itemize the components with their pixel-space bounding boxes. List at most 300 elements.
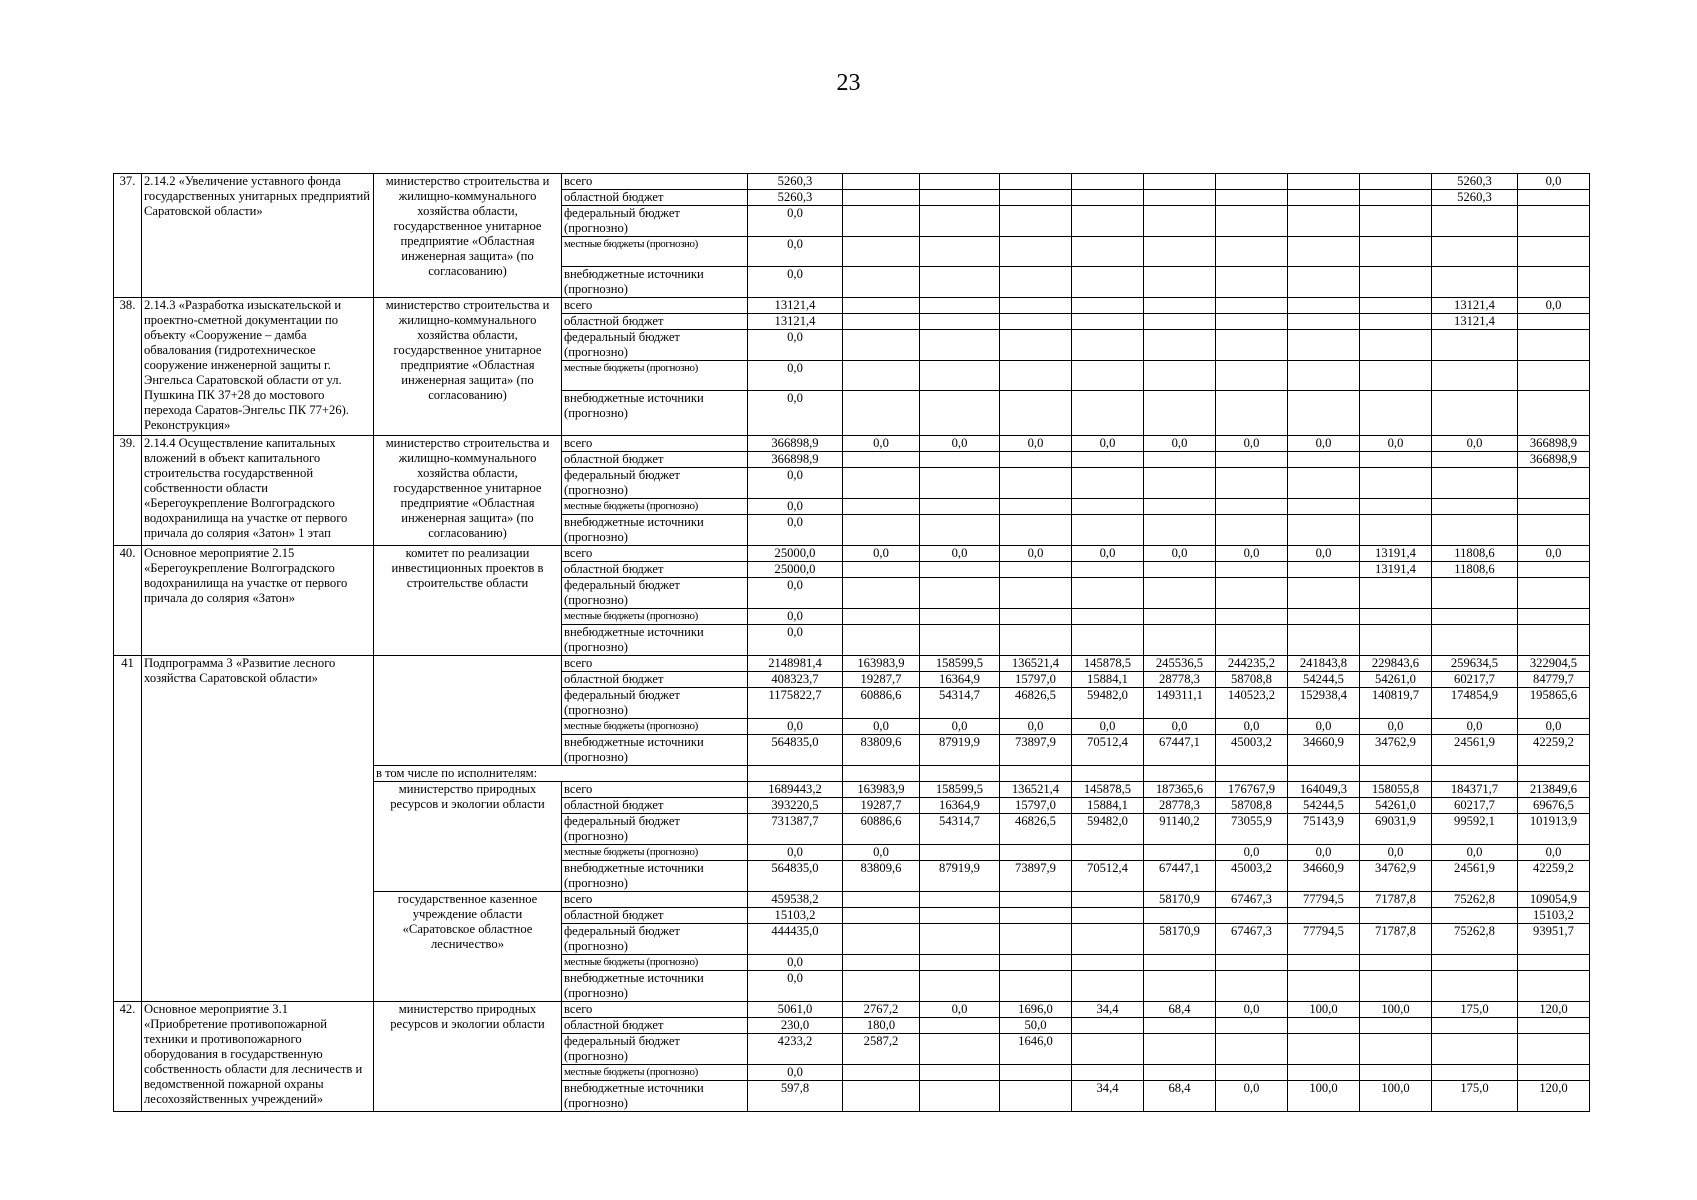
value-cell: 100,0 <box>1288 1002 1360 1018</box>
value-cell: 58708,8 <box>1216 672 1288 688</box>
value-cell <box>843 766 920 782</box>
value-cell: 0,0 <box>843 719 920 735</box>
value-cell: 71787,8 <box>1360 892 1432 908</box>
value-cell <box>1000 314 1072 330</box>
value-cell <box>1518 515 1590 546</box>
value-cell: 0,0 <box>1360 845 1432 861</box>
value-cell <box>1360 452 1432 468</box>
value-cell <box>920 908 1000 924</box>
value-cell <box>920 499 1000 515</box>
value-cell <box>1518 609 1590 625</box>
value-cell <box>1144 609 1216 625</box>
value-cell: 0,0 <box>1072 546 1144 562</box>
value-cell <box>920 314 1000 330</box>
value-cell <box>1360 955 1432 971</box>
value-cell <box>1360 190 1432 206</box>
source-label: внебюджетные источники (прогнозно) <box>562 625 748 656</box>
value-cell: 366898,9 <box>748 452 843 468</box>
source-label: местные бюджеты (прогнозно) <box>562 499 748 515</box>
value-cell <box>1072 625 1144 656</box>
value-cell <box>1432 625 1518 656</box>
source-label: областной бюджет <box>562 190 748 206</box>
value-cell <box>843 206 920 237</box>
value-cell <box>1216 206 1288 237</box>
value-cell <box>843 391 920 436</box>
value-cell: 0,0 <box>1432 719 1518 735</box>
value-cell <box>1288 1065 1360 1081</box>
value-cell <box>1216 1034 1288 1065</box>
source-label: федеральный бюджет (прогнозно) <box>562 1034 748 1065</box>
value-cell: 70512,4 <box>1072 735 1144 766</box>
value-cell: 100,0 <box>1360 1002 1432 1018</box>
table-row <box>114 298 1662 314</box>
value-cell <box>920 1081 1000 1112</box>
value-cell: 0,0 <box>748 361 843 391</box>
value-cell <box>1288 267 1360 298</box>
value-cell <box>843 298 920 314</box>
value-cell <box>920 766 1000 782</box>
value-cell: 34660,9 <box>1288 861 1360 892</box>
value-cell <box>1144 174 1216 190</box>
table-row <box>114 436 1662 452</box>
value-cell: 5260,3 <box>1432 174 1518 190</box>
value-cell <box>1288 452 1360 468</box>
value-cell <box>1360 1034 1432 1065</box>
value-cell <box>1518 562 1590 578</box>
value-cell <box>920 971 1000 1002</box>
value-cell <box>1144 314 1216 330</box>
value-cell: 0,0 <box>920 1002 1000 1018</box>
source-label: внебюджетные источники (прогнозно) <box>562 861 748 892</box>
value-cell <box>843 625 920 656</box>
source-label: внебюджетные источники (прогнозно) <box>562 267 748 298</box>
value-cell <box>1000 391 1072 436</box>
value-cell <box>1000 1065 1072 1081</box>
value-cell: 145878,5 <box>1072 656 1144 672</box>
value-cell: 73897,9 <box>1000 861 1072 892</box>
value-cell <box>1216 499 1288 515</box>
value-cell: 99592,1 <box>1432 814 1518 845</box>
value-cell <box>843 924 920 955</box>
value-cell <box>1288 298 1360 314</box>
value-cell <box>920 190 1000 206</box>
value-cell <box>1216 298 1288 314</box>
value-cell <box>1432 609 1518 625</box>
value-cell: 15884,1 <box>1072 672 1144 688</box>
value-cell <box>1518 499 1590 515</box>
value-cell: 109054,9 <box>1518 892 1590 908</box>
value-cell <box>1000 499 1072 515</box>
value-cell <box>1072 452 1144 468</box>
value-cell <box>843 578 920 609</box>
value-cell <box>1000 1081 1072 1112</box>
value-cell: 15103,2 <box>748 908 843 924</box>
value-cell: 230,0 <box>748 1018 843 1034</box>
value-cell <box>1360 971 1432 1002</box>
value-cell: 136521,4 <box>1000 656 1072 672</box>
value-cell <box>1360 1065 1432 1081</box>
value-cell <box>1360 174 1432 190</box>
value-cell: 163983,9 <box>843 656 920 672</box>
value-cell: 77794,5 <box>1288 924 1360 955</box>
value-cell <box>1216 267 1288 298</box>
value-cell: 158055,8 <box>1360 782 1432 798</box>
source-label: всего <box>562 1002 748 1018</box>
value-cell <box>1216 190 1288 206</box>
value-cell <box>1518 237 1590 267</box>
value-cell <box>1072 1065 1144 1081</box>
value-cell <box>920 391 1000 436</box>
budget-table <box>113 173 1662 1112</box>
value-cell: 73055,9 <box>1216 814 1288 845</box>
value-cell: 180,0 <box>843 1018 920 1034</box>
source-label: всего <box>562 892 748 908</box>
value-cell <box>1518 314 1590 330</box>
value-cell <box>1360 237 1432 267</box>
executor: министерство строительства и жилищно-коммунального хозяйства области, государственное унитарное предприятие «Областная инженерная защита» (по согласованию) <box>374 436 562 546</box>
value-cell: 0,0 <box>1518 298 1590 314</box>
value-cell <box>1518 766 1590 782</box>
value-cell <box>1216 1018 1288 1034</box>
value-cell <box>843 314 920 330</box>
value-cell <box>1072 1018 1144 1034</box>
value-cell <box>1144 206 1216 237</box>
value-cell: 46826,5 <box>1000 688 1072 719</box>
value-cell <box>1000 766 1072 782</box>
value-cell <box>1072 237 1144 267</box>
value-cell <box>1000 515 1072 546</box>
value-cell <box>1288 1018 1360 1034</box>
value-cell <box>1072 206 1144 237</box>
value-cell: 13121,4 <box>748 314 843 330</box>
value-cell <box>920 174 1000 190</box>
executor: министерство строительства и жилищно-коммунального хозяйства области, государственное унитарное предприятие «Областная инженерная защита» (по согласованию) <box>374 174 562 298</box>
source-label: федеральный бюджет (прогнозно) <box>562 924 748 955</box>
value-cell: 0,0 <box>1144 719 1216 735</box>
value-cell: 34762,9 <box>1360 861 1432 892</box>
value-cell <box>1000 361 1072 391</box>
value-cell: 60886,6 <box>843 688 920 719</box>
value-cell <box>843 955 920 971</box>
value-cell <box>1518 391 1590 436</box>
value-cell <box>843 468 920 499</box>
value-cell: 13121,4 <box>1432 298 1518 314</box>
value-cell <box>920 267 1000 298</box>
value-cell <box>1432 206 1518 237</box>
value-cell: 75262,8 <box>1432 892 1518 908</box>
value-cell: 28778,3 <box>1144 798 1216 814</box>
value-cell <box>1000 845 1072 861</box>
value-cell <box>1518 578 1590 609</box>
value-cell <box>1432 971 1518 1002</box>
value-cell: 45003,2 <box>1216 735 1288 766</box>
value-cell <box>843 1065 920 1081</box>
value-cell: 0,0 <box>1288 719 1360 735</box>
value-cell <box>1432 391 1518 436</box>
value-cell <box>843 267 920 298</box>
source-label: всего <box>562 656 748 672</box>
value-cell: 0,0 <box>748 719 843 735</box>
value-cell: 184371,7 <box>1432 782 1518 798</box>
value-cell: 13121,4 <box>1432 314 1518 330</box>
value-cell: 0,0 <box>843 546 920 562</box>
value-cell: 50,0 <box>1000 1018 1072 1034</box>
value-cell <box>1288 1034 1360 1065</box>
value-cell <box>1072 267 1144 298</box>
value-cell <box>1000 298 1072 314</box>
value-cell: 73897,9 <box>1000 735 1072 766</box>
value-cell <box>1216 391 1288 436</box>
value-cell <box>1360 298 1432 314</box>
value-cell <box>1288 908 1360 924</box>
value-cell: 244235,2 <box>1216 656 1288 672</box>
value-cell <box>1288 609 1360 625</box>
value-cell: 1175822,7 <box>748 688 843 719</box>
value-cell <box>1288 499 1360 515</box>
value-cell <box>1360 391 1432 436</box>
value-cell <box>843 892 920 908</box>
value-cell <box>1518 955 1590 971</box>
value-cell: 393220,5 <box>748 798 843 814</box>
value-cell: 87919,9 <box>920 735 1000 766</box>
value-cell <box>1216 361 1288 391</box>
value-cell <box>1144 845 1216 861</box>
value-cell: 0,0 <box>748 609 843 625</box>
value-cell <box>1072 908 1144 924</box>
value-cell: 0,0 <box>1216 719 1288 735</box>
value-cell <box>1144 515 1216 546</box>
value-cell <box>1360 330 1432 361</box>
value-cell: 59482,0 <box>1072 688 1144 719</box>
value-cell <box>843 237 920 267</box>
value-cell: 140523,2 <box>1216 688 1288 719</box>
value-cell: 0,0 <box>1518 845 1590 861</box>
executor: государственное казенное учреждение области «Саратовское областное лесничество» <box>374 892 562 1002</box>
source-label: местные бюджеты (прогнозно) <box>562 719 748 735</box>
value-cell <box>1000 892 1072 908</box>
value-cell: 0,0 <box>1518 719 1590 735</box>
value-cell <box>1288 625 1360 656</box>
value-cell <box>843 971 920 1002</box>
value-cell: 0,0 <box>748 578 843 609</box>
value-cell: 0,0 <box>843 845 920 861</box>
value-cell <box>1216 766 1288 782</box>
value-cell: 0,0 <box>843 436 920 452</box>
value-cell: 176767,9 <box>1216 782 1288 798</box>
value-cell <box>920 206 1000 237</box>
value-cell: 0,0 <box>1000 719 1072 735</box>
value-cell <box>1360 1018 1432 1034</box>
value-cell <box>920 1018 1000 1034</box>
value-cell: 42259,2 <box>1518 735 1590 766</box>
value-cell <box>1072 971 1144 1002</box>
value-cell: 24561,9 <box>1432 735 1518 766</box>
value-cell: 0,0 <box>748 845 843 861</box>
value-cell: 100,0 <box>1360 1081 1432 1112</box>
row-title: Основное мероприятие 3.1 «Приобретение противопожарной техники и противопожарного оборудования в государственную собственность области для лесничеств и ведомственной пожарной охраны лесохозяйственных учреждений» <box>142 1002 374 1112</box>
value-cell <box>1432 955 1518 971</box>
value-cell <box>1000 237 1072 267</box>
value-cell <box>1144 1018 1216 1034</box>
value-cell <box>1360 206 1432 237</box>
value-cell: 83809,6 <box>843 735 920 766</box>
source-label: местные бюджеты (прогнозно) <box>562 609 748 625</box>
value-cell <box>1288 206 1360 237</box>
value-cell: 0,0 <box>1072 436 1144 452</box>
value-cell: 0,0 <box>748 1065 843 1081</box>
value-cell: 24561,9 <box>1432 861 1518 892</box>
source-label: внебюджетные источники (прогнозно) <box>562 391 748 436</box>
value-cell: 15884,1 <box>1072 798 1144 814</box>
source-label: внебюджетные источники (прогнозно) <box>562 735 748 766</box>
value-cell: 0,0 <box>920 719 1000 735</box>
value-cell: 174854,9 <box>1432 688 1518 719</box>
value-cell: 67467,3 <box>1216 892 1288 908</box>
value-cell: 0,0 <box>1144 546 1216 562</box>
value-cell <box>1144 298 1216 314</box>
value-cell: 0,0 <box>748 625 843 656</box>
value-cell <box>1518 267 1590 298</box>
value-cell <box>920 468 1000 499</box>
executor: комитет по реализации инвестиционных проектов в строительстве области <box>374 546 562 656</box>
value-cell <box>1518 1065 1590 1081</box>
value-cell <box>1000 190 1072 206</box>
value-cell: 0,0 <box>748 206 843 237</box>
value-cell <box>1144 1034 1216 1065</box>
value-cell: 731387,7 <box>748 814 843 845</box>
value-cell <box>1216 515 1288 546</box>
source-label: всего <box>562 436 748 452</box>
source-label: федеральный бюджет (прогнозно) <box>562 688 748 719</box>
value-cell: 15797,0 <box>1000 672 1072 688</box>
value-cell: 25000,0 <box>748 562 843 578</box>
value-cell <box>1216 452 1288 468</box>
source-label: областной бюджет <box>562 1018 748 1034</box>
value-cell: 54261,0 <box>1360 672 1432 688</box>
value-cell <box>1288 468 1360 499</box>
value-cell <box>1288 971 1360 1002</box>
value-cell <box>1432 267 1518 298</box>
row-title: 2.14.4 Осуществление капитальных вложений в объект капитального строительства государственной собственности области «Берегоукрепление Волгоградского водохранилища на участке от первого причала до солярия «Затон» 1 этап <box>142 436 374 546</box>
value-cell <box>843 190 920 206</box>
value-cell <box>1360 515 1432 546</box>
value-cell <box>1432 1034 1518 1065</box>
value-cell <box>920 1034 1000 1065</box>
value-cell: 0,0 <box>1288 546 1360 562</box>
value-cell: 0,0 <box>748 267 843 298</box>
value-cell: 0,0 <box>1072 719 1144 735</box>
value-cell <box>1216 625 1288 656</box>
source-label: всего <box>562 782 748 798</box>
value-cell <box>1518 1018 1590 1034</box>
value-cell <box>920 955 1000 971</box>
value-cell: 245536,5 <box>1144 656 1216 672</box>
value-cell <box>1360 609 1432 625</box>
source-label: местные бюджеты (прогнозно) <box>562 845 748 861</box>
value-cell <box>1432 908 1518 924</box>
value-cell <box>1000 924 1072 955</box>
value-cell: 366898,9 <box>1518 452 1590 468</box>
value-cell <box>920 625 1000 656</box>
value-cell: 187365,6 <box>1144 782 1216 798</box>
value-cell: 164049,3 <box>1288 782 1360 798</box>
row-title: 2.14.2 «Увеличение уставного фонда государственных унитарных предприятий Саратовской области» <box>142 174 374 298</box>
value-cell <box>1000 908 1072 924</box>
value-cell: 120,0 <box>1518 1081 1590 1112</box>
value-cell: 564835,0 <box>748 735 843 766</box>
value-cell <box>1144 468 1216 499</box>
value-cell: 444435,0 <box>748 924 843 955</box>
value-cell: 229843,6 <box>1360 656 1432 672</box>
source-label: областной бюджет <box>562 452 748 468</box>
value-cell: 0,0 <box>1000 546 1072 562</box>
value-cell <box>1000 971 1072 1002</box>
value-cell <box>1072 361 1144 391</box>
value-cell <box>1000 206 1072 237</box>
value-cell: 15103,2 <box>1518 908 1590 924</box>
value-cell: 54244,5 <box>1288 798 1360 814</box>
value-cell <box>1360 267 1432 298</box>
value-cell: 34,4 <box>1072 1081 1144 1112</box>
value-cell: 58170,9 <box>1144 892 1216 908</box>
value-cell <box>1072 174 1144 190</box>
value-cell <box>1360 468 1432 499</box>
value-cell <box>843 499 920 515</box>
value-cell <box>1216 578 1288 609</box>
value-cell <box>920 452 1000 468</box>
value-cell: 16364,9 <box>920 798 1000 814</box>
value-cell: 0,0 <box>1360 719 1432 735</box>
value-cell <box>1216 330 1288 361</box>
value-cell: 175,0 <box>1432 1081 1518 1112</box>
value-cell: 100,0 <box>1288 1081 1360 1112</box>
value-cell <box>1288 562 1360 578</box>
value-cell: 87919,9 <box>920 861 1000 892</box>
value-cell: 0,0 <box>1216 1002 1288 1018</box>
value-cell <box>1072 845 1144 861</box>
value-cell <box>1072 298 1144 314</box>
value-cell: 54314,7 <box>920 814 1000 845</box>
source-label: всего <box>562 298 748 314</box>
value-cell <box>1216 562 1288 578</box>
source-label: местные бюджеты (прогнозно) <box>562 1065 748 1081</box>
value-cell: 0,0 <box>748 515 843 546</box>
value-cell: 75143,9 <box>1288 814 1360 845</box>
value-cell <box>1216 908 1288 924</box>
value-cell: 15797,0 <box>1000 798 1072 814</box>
value-cell: 0,0 <box>1288 845 1360 861</box>
value-cell: 0,0 <box>1432 436 1518 452</box>
value-cell: 0,0 <box>1216 845 1288 861</box>
value-cell: 0,0 <box>1518 174 1590 190</box>
value-cell <box>1432 578 1518 609</box>
value-cell: 149311,1 <box>1144 688 1216 719</box>
value-cell: 597,8 <box>748 1081 843 1112</box>
table-row <box>114 656 1662 672</box>
value-cell <box>1072 330 1144 361</box>
value-cell: 19287,7 <box>843 672 920 688</box>
value-cell: 408323,7 <box>748 672 843 688</box>
value-cell <box>920 562 1000 578</box>
value-cell: 28778,3 <box>1144 672 1216 688</box>
value-cell: 101913,9 <box>1518 814 1590 845</box>
value-cell: 19287,7 <box>843 798 920 814</box>
value-cell: 5260,3 <box>1432 190 1518 206</box>
value-cell <box>1072 955 1144 971</box>
value-cell <box>1432 452 1518 468</box>
value-cell <box>1144 237 1216 267</box>
value-cell: 120,0 <box>1518 1002 1590 1018</box>
